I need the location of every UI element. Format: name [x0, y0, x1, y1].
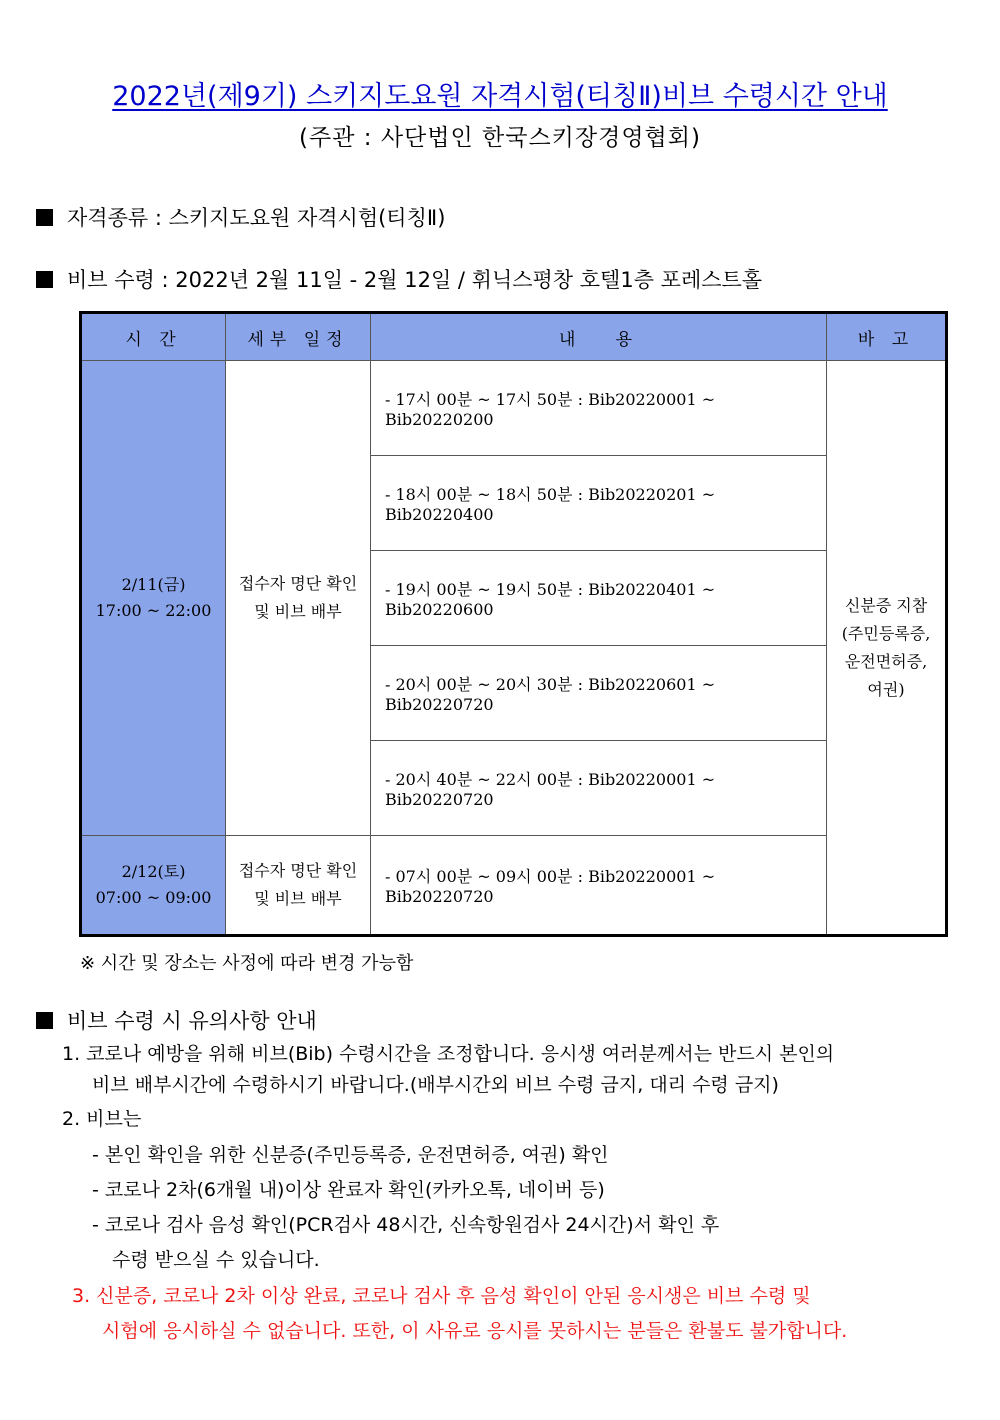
- day2-detail-line2: 및 비브 배부: [254, 889, 342, 908]
- day2-time: 07:00 ~ 09:00: [95, 888, 212, 907]
- day1-detail-cell: [226, 361, 371, 836]
- day1-detail-line1: 접수자 명단 확인: [238, 574, 358, 593]
- footnote: ※ 시간 및 장소는 사정에 따라 변경 가능함: [80, 953, 414, 974]
- table-header-row: [81, 313, 947, 361]
- day1-detail-line2: 및 비브 배부: [254, 602, 342, 621]
- schedule-table: [79, 311, 948, 937]
- day2-date: 2/12(토): [121, 862, 186, 881]
- header-content: 내 용: [371, 313, 827, 361]
- note-item-2-d: 수령 받으실 수 있습니다.: [112, 1249, 320, 1271]
- table-row: [81, 836, 947, 936]
- schedule-slot: - 17시 00분 ~ 17시 50분 : Bib20220001 ~ Bib20220200: [371, 361, 827, 456]
- section-notes: [36, 1005, 317, 1035]
- warning-line-2: 시험에 응시하실 수 없습니다. 또한, 이 사유로 응시를 못하시는 분들은 환불도 불가합니다.: [102, 1320, 848, 1342]
- schedule-slot: - 20시 40분 ~ 22시 00분 : Bib20220001 ~ Bib20220720: [371, 741, 827, 836]
- section-notes-text: 비브 수령 시 유의사항 안내: [67, 1009, 317, 1033]
- square-bullet-icon: [36, 209, 53, 226]
- note-item-2-b: - 코로나 2차(6개월 내)이상 완료자 확인(카카오톡, 네이버 등): [92, 1179, 605, 1201]
- remark-line: 여권): [867, 679, 905, 699]
- table-row: [81, 361, 947, 456]
- day2-detail-line1: 접수자 명단 확인: [238, 861, 358, 880]
- note-item-2-c: - 코로나 검사 음성 확인(PCR검사 48시간, 신속항원검사 24시간)서 확인 후: [92, 1214, 720, 1236]
- square-bullet-icon: [36, 271, 53, 288]
- schedule-slot: - 20시 00분 ~ 20시 30분 : Bib20220601 ~ Bib20220720: [371, 646, 827, 741]
- remark-line: (주민등록증,: [841, 623, 931, 643]
- schedule-slot: - 07시 00분 ~ 09시 00분 : Bib20220001 ~ Bib20220720: [371, 836, 827, 936]
- day2-date-cell: [81, 836, 226, 936]
- section-bib-pickup: [36, 264, 762, 294]
- remark-cell: [827, 361, 947, 936]
- note-item-1-line1: 1. 코로나 예방을 위해 비브(Bib) 수령시간을 조정합니다. 응시생 여러분께서는 반드시 본인의: [62, 1043, 835, 1065]
- note-item-2: 2. 비브는: [62, 1108, 142, 1130]
- section-qualification-text: 자격종류 : 스키지도요원 자격시험(티칭Ⅱ): [67, 206, 446, 230]
- header-time: 시 간: [81, 313, 226, 361]
- day2-detail-cell: [226, 836, 371, 936]
- note-item-1-line2: 비브 배부시간에 수령하시기 바랍니다.(배부시간외 비브 수령 금지, 대리 수령 금지): [92, 1074, 779, 1096]
- square-bullet-icon: [36, 1012, 53, 1029]
- warning-line-1: 3. 신분증, 코로나 2차 이상 완료, 코로나 검사 후 음성 확인이 안된 응시생은 비브 수령 및: [72, 1285, 811, 1307]
- note-item-2-a: - 본인 확인을 위한 신분증(주민등록증, 운전면허증, 여권) 확인: [92, 1144, 609, 1166]
- header-detail: 세부 일정: [226, 313, 371, 361]
- schedule-slot: - 19시 00분 ~ 19시 50분 : Bib20220401 ~ Bib20220600: [371, 551, 827, 646]
- day1-time: 17:00 ~ 22:00: [95, 601, 212, 620]
- section-bib-pickup-text: 비브 수령 : 2022년 2월 11일 - 2월 12일 / 휘닉스평창 호텔1층 포레스트홀: [67, 268, 763, 292]
- document-title: 2022년(제9기) 스키지도요원 자격시험(티칭Ⅱ)비브 수령시간 안내: [112, 81, 888, 112]
- remark-line: 신분증 지참: [844, 595, 928, 615]
- document-subtitle: (주관 : 사단법인 한국스키장경영협회): [299, 125, 701, 151]
- section-qualification: [36, 202, 445, 232]
- schedule-slot: - 18시 00분 ~ 18시 50분 : Bib20220201 ~ Bib20220400: [371, 456, 827, 551]
- day1-date-cell: [81, 361, 226, 836]
- day1-date: 2/11(금): [121, 575, 186, 594]
- remark-line: 운전면허증,: [844, 651, 928, 671]
- header-remark: 바 고: [827, 313, 947, 361]
